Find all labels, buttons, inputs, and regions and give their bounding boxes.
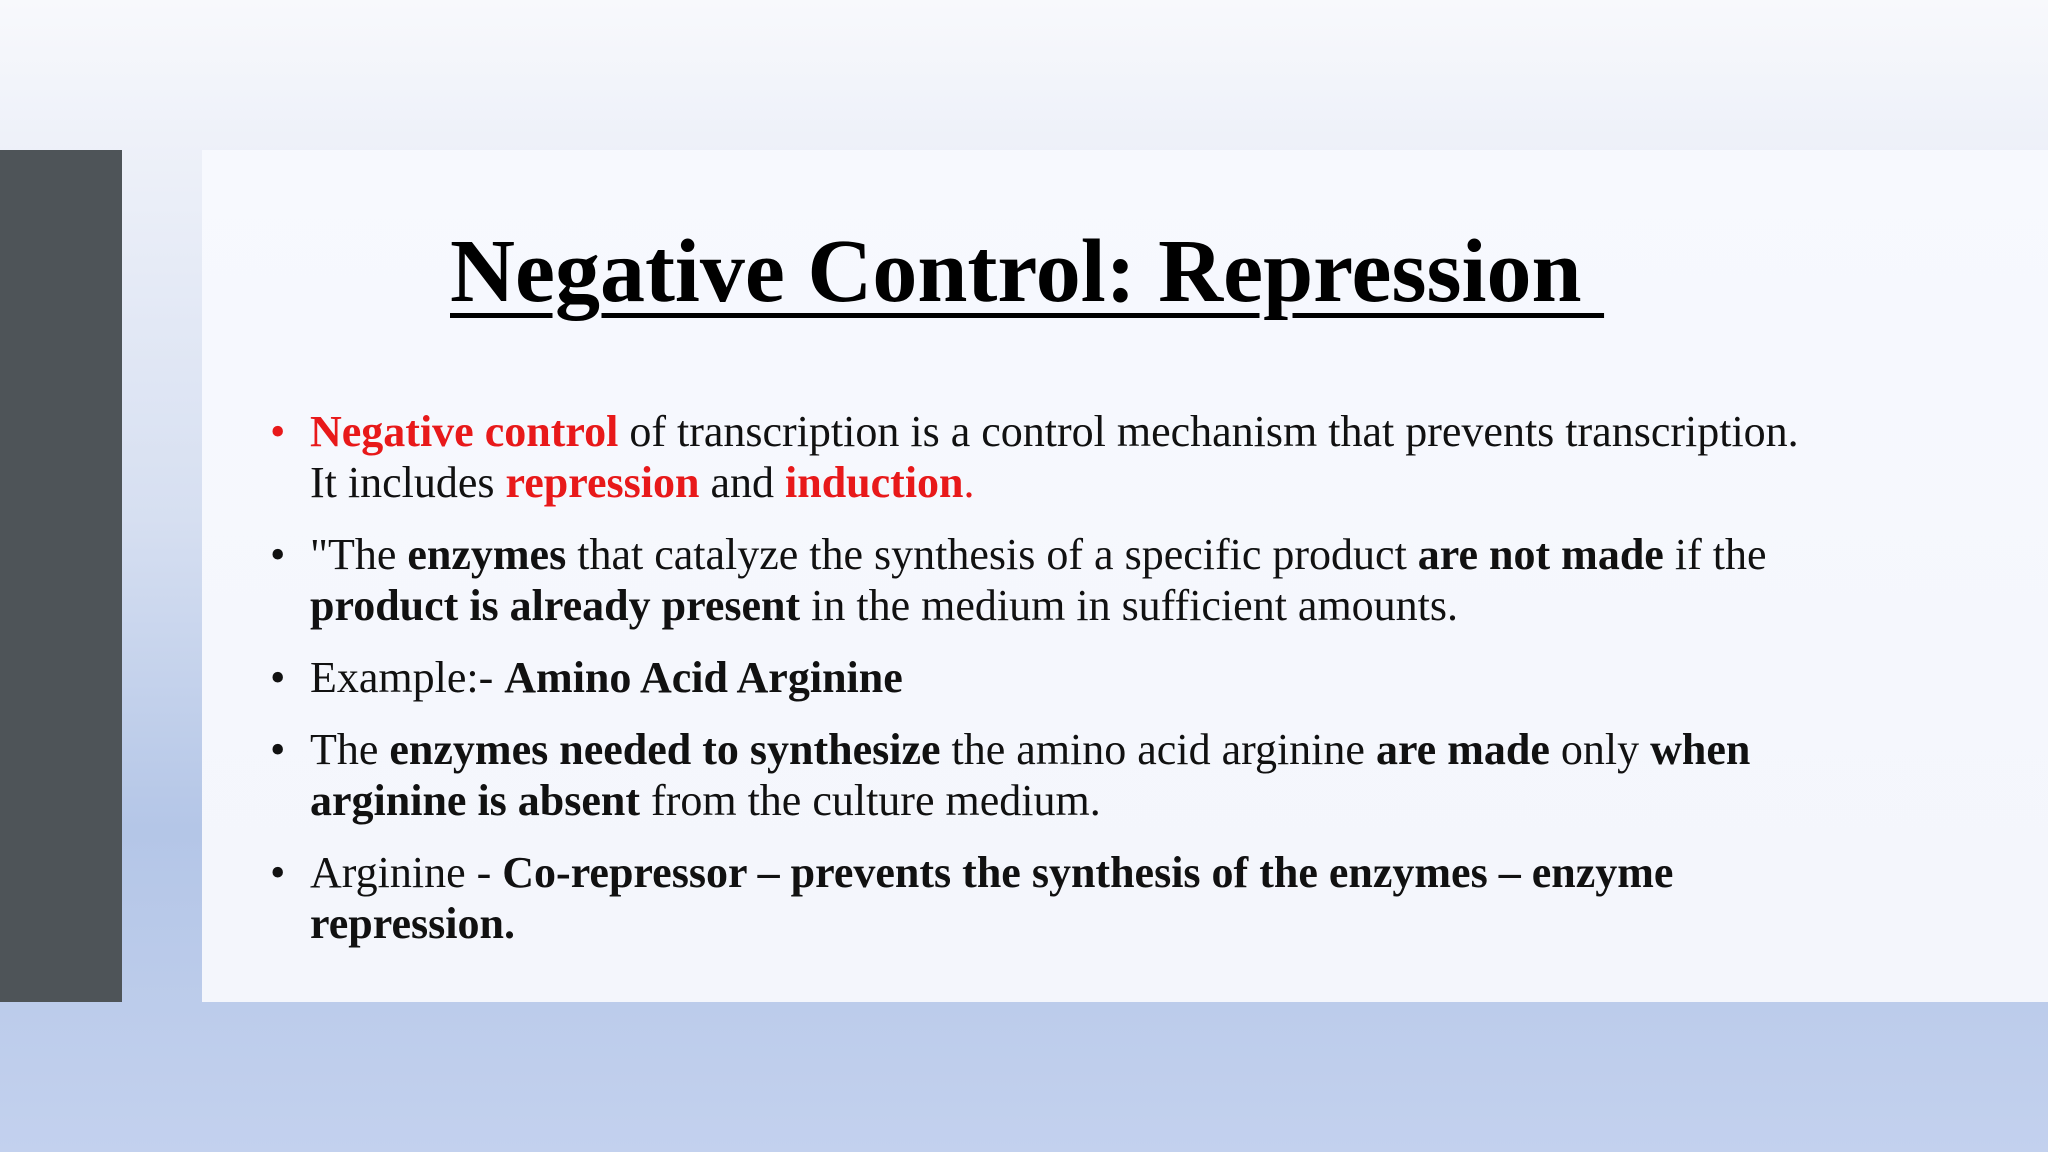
bullet-item bbox=[270, 406, 1830, 508]
bullet-text-run: enzymes bbox=[407, 530, 567, 579]
bullet-marker: • bbox=[270, 407, 286, 456]
bullet-text-run: are made bbox=[1375, 725, 1550, 774]
bullet-text-run: Arginine - bbox=[310, 848, 503, 897]
bullet-text-run: if the bbox=[1663, 530, 1767, 579]
bullet-text-run: Example:- bbox=[310, 653, 505, 702]
bullet-text-run: from the culture medium. bbox=[640, 776, 1101, 825]
side-accent-bar bbox=[0, 150, 122, 1002]
bullet-marker: • bbox=[270, 653, 286, 702]
bullet-text-run: that catalyze the synthesis of a specific product bbox=[566, 530, 1418, 579]
bullet-text-run: Amino Acid Arginine bbox=[504, 653, 903, 702]
bullet-text-run: the amino acid arginine bbox=[940, 725, 1376, 774]
bullet-text-run: enzymes needed to synthesize bbox=[389, 725, 941, 774]
bullet-text-run: Co-repressor – prevents the synthesis of the enzymes – enzyme repression. bbox=[310, 848, 1674, 948]
bullet-text-run: of transcription is a control mechanism that prevents transcription. It includes bbox=[310, 407, 1799, 507]
bullet-text-run: and bbox=[699, 458, 785, 507]
bullet-marker: • bbox=[270, 848, 286, 897]
bullet-text-run: product is already present bbox=[310, 581, 801, 630]
bullet-text-run: induction bbox=[785, 458, 964, 507]
bullet-text-run: Negative control bbox=[310, 407, 619, 456]
bullet-text-run: in the medium in sufficient amounts. bbox=[800, 581, 1459, 630]
bullet-text-run: repression bbox=[505, 458, 700, 507]
bullet-marker: • bbox=[270, 725, 286, 774]
bullet-item bbox=[270, 847, 1830, 949]
bullet-item bbox=[270, 724, 1830, 826]
bullet-text-run: are not made bbox=[1417, 530, 1664, 579]
bullet-text-run: only bbox=[1549, 725, 1651, 774]
bullet-list bbox=[270, 406, 1830, 970]
bullet-text-run: when arginine is absent bbox=[310, 725, 1751, 825]
bullet-text-run: . bbox=[963, 458, 975, 507]
bullet-item bbox=[270, 652, 1830, 703]
bullet-text-run: "The bbox=[310, 530, 408, 579]
bullet-text-run: The bbox=[310, 725, 390, 774]
bullet-item bbox=[270, 529, 1830, 631]
bullet-marker: • bbox=[270, 530, 286, 579]
slide-title: Negative Control: Repression bbox=[450, 222, 1605, 321]
